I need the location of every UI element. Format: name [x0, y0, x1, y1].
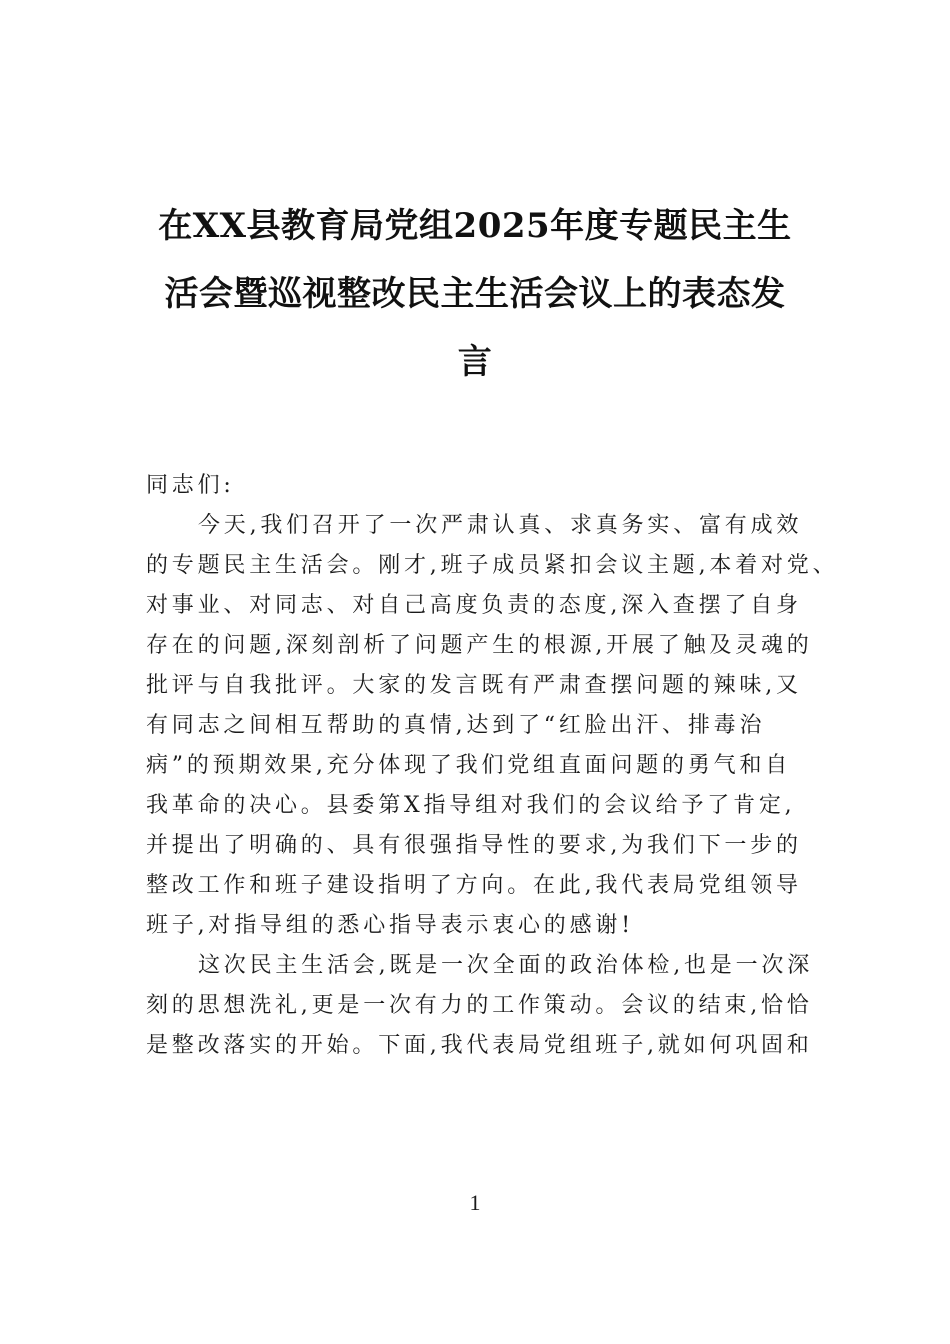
salutation: 同志们: — [146, 473, 235, 498]
paragraph-2 — [146, 946, 813, 1066]
paragraph-line: 我革命的决心。县委第X指导组对我们的会议给予了肯定, — [146, 793, 796, 818]
paragraph-line: 并提出了明确的、具有很强指导性的要求,为我们下一步的 — [146, 833, 802, 858]
title-line-3: 言 — [457, 342, 493, 382]
paragraph-line: 批评与自我批评。大家的发言既有严肃查摆问题的辣味,又 — [146, 673, 802, 698]
paragraph-line: 今天,我们召开了一次严肃认真、求真务实、富有成效 — [198, 513, 803, 538]
title-line-2: 活会暨巡视整改民主生活会议上的表态发 — [164, 274, 786, 314]
paragraph-line: 的专题民主生活会。刚才,班子成员紧扣会议主题,本着对党、 — [146, 553, 839, 578]
paragraph-line: 存在的问题,深刻剖析了问题产生的根源,开展了触及灵魂的 — [146, 633, 813, 658]
paragraph-line: 对事业、对同志、对自己高度负责的态度,深入查摆了自身 — [146, 593, 802, 618]
page-number: 1 — [469, 1190, 481, 1215]
paragraph-line: 这次民主生活会,既是一次全面的政治体检,也是一次深 — [198, 953, 813, 978]
paragraph-line: 班子,对指导组的悉心指导表示衷心的感谢! — [146, 913, 634, 938]
title-line-1: 在XX县教育局党组2025年度专题民主生 — [158, 206, 792, 246]
paragraph-1 — [146, 506, 839, 946]
paragraph-line: 是整改落实的开始。下面,我代表局党组班子,就如何巩固和 — [146, 1033, 813, 1058]
paragraph-line: 整改工作和班子建设指明了方向。在此,我代表局党组领导 — [146, 873, 802, 898]
paragraph-line: 有同志之间相互帮助的真情,达到了“红脸出汗、排毒治 — [146, 713, 766, 738]
document-title — [120, 192, 830, 396]
paragraph-line: 刻的思想洗礼,更是一次有力的工作策动。会议的结束,恰恰 — [146, 993, 813, 1018]
paragraph-line: 病”的预期效果,充分体现了我们党组直面问题的勇气和自 — [146, 753, 792, 778]
document-body — [146, 466, 839, 1066]
